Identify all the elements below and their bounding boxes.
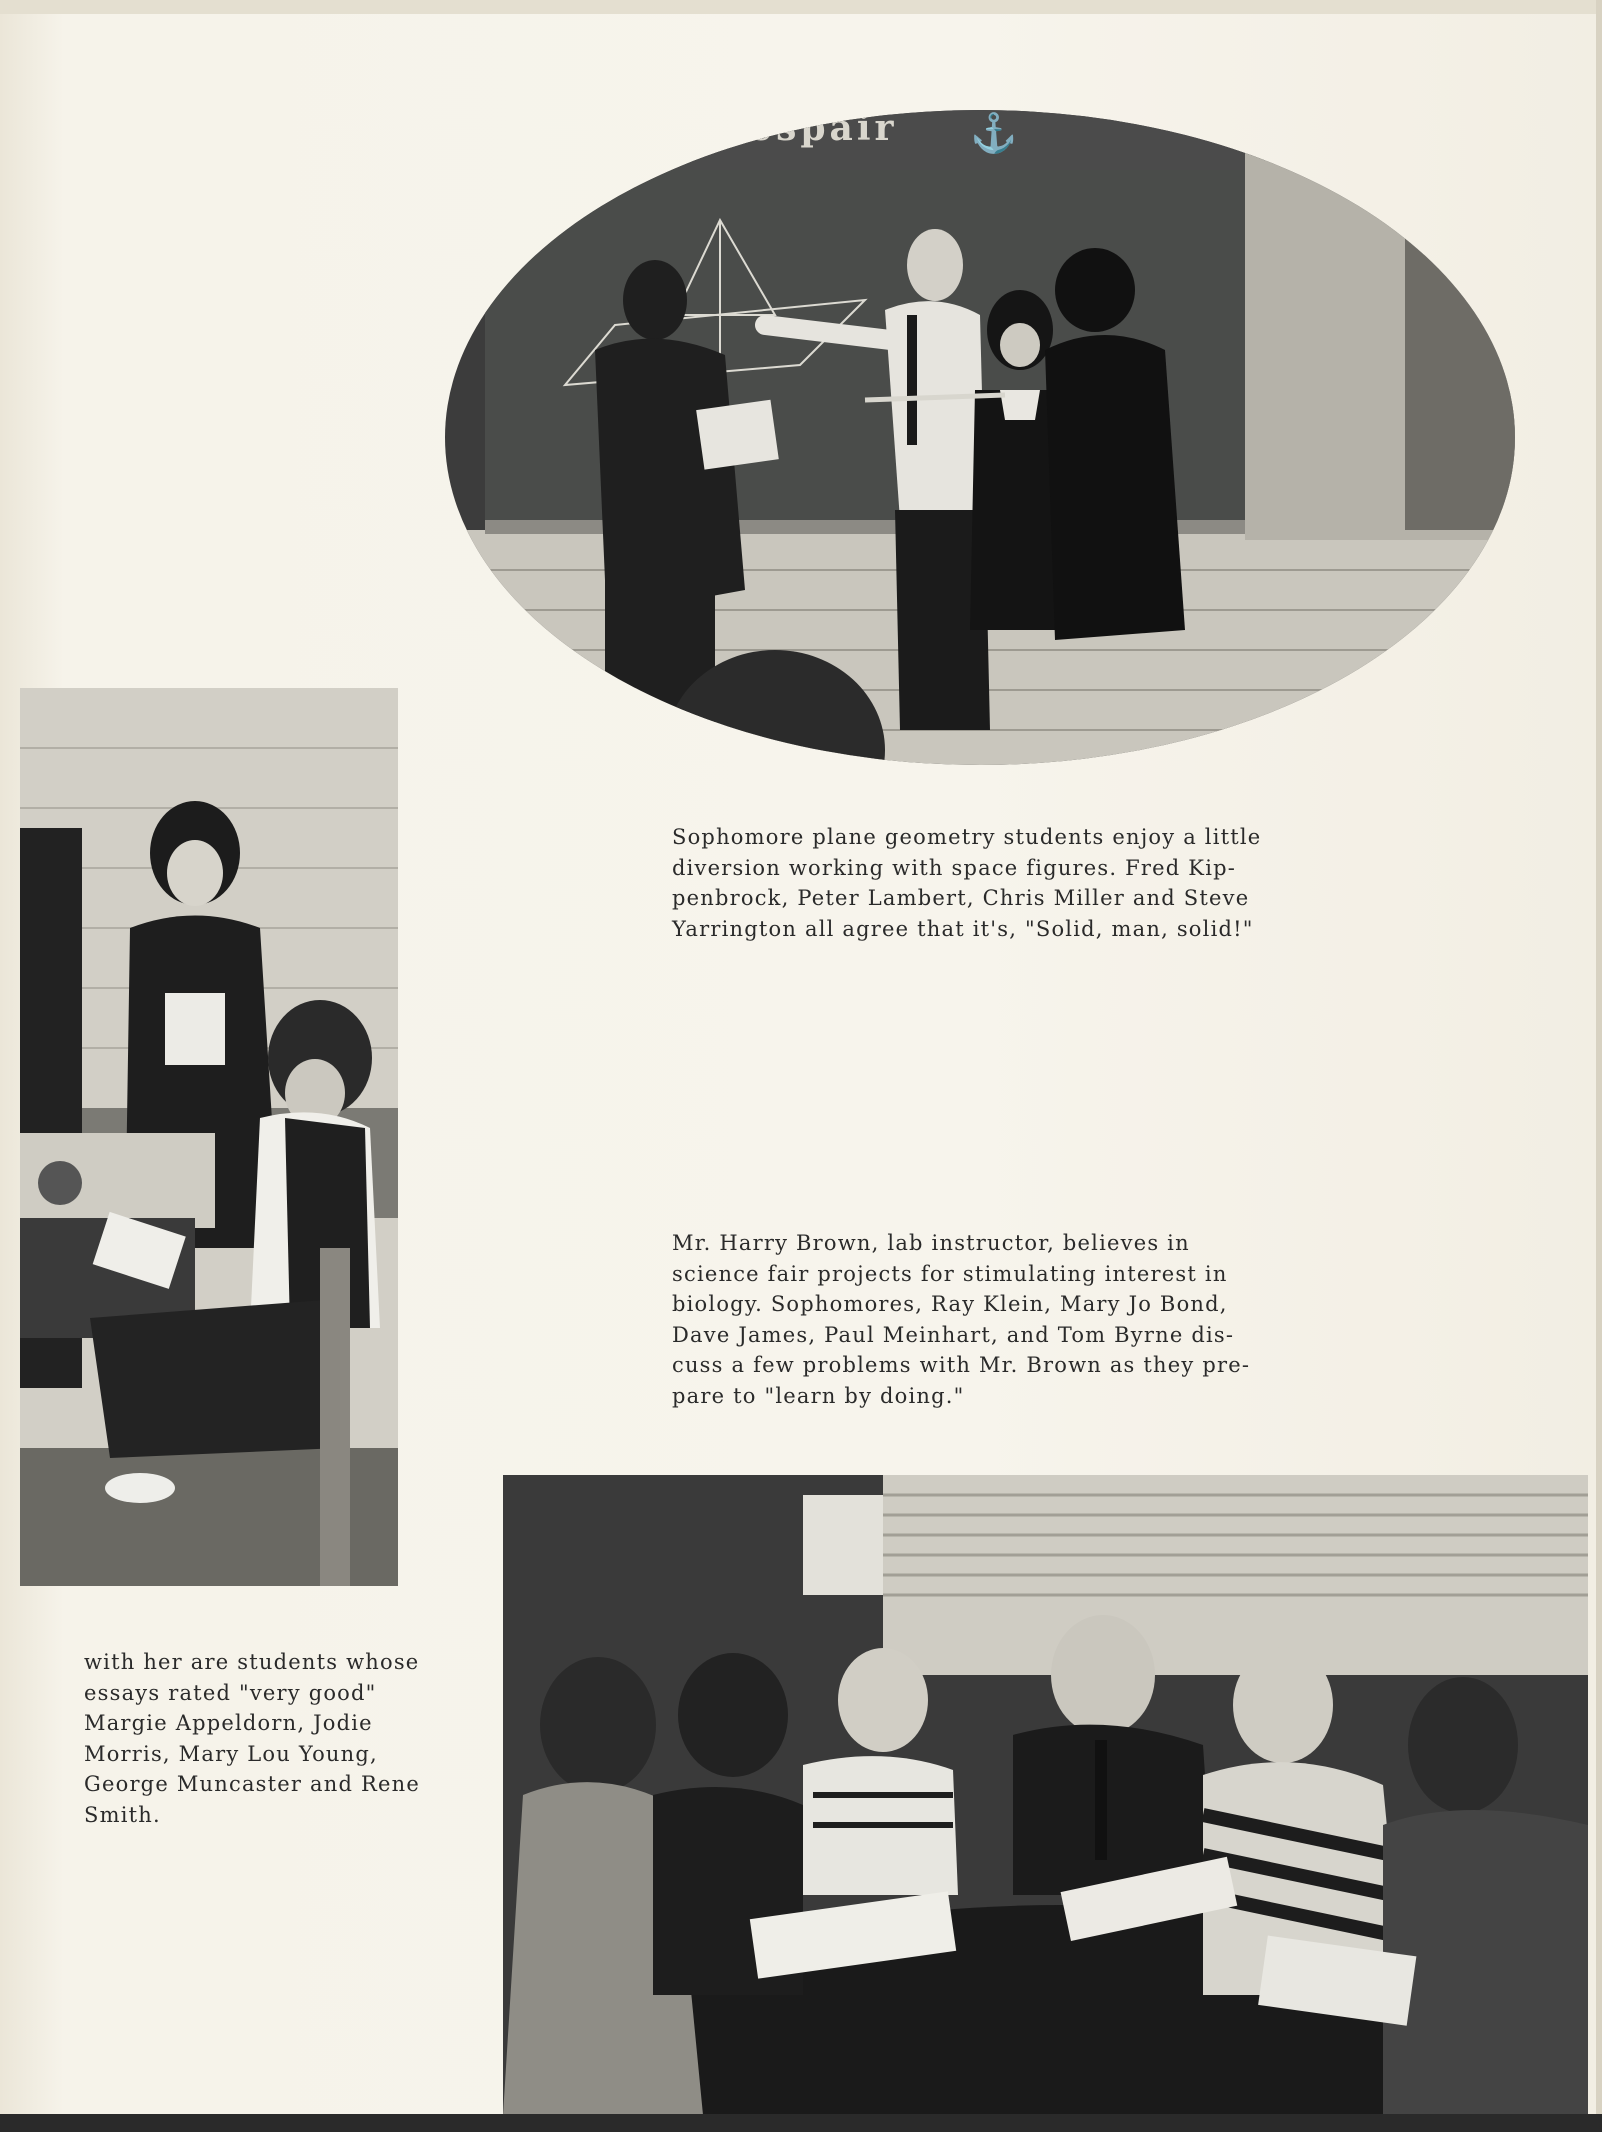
caption-line: Yarrington all agree that it's, "Solid, man, solid!" <box>672 916 1254 941</box>
caption-line: essays rated "very good" <box>84 1680 377 1705</box>
caption-line: with her are students whose <box>84 1650 420 1674</box>
caption-line: Smith. <box>84 1802 161 1827</box>
essays-caption <box>84 1647 494 1830</box>
page-top-edge <box>0 0 1602 14</box>
caption-line: Margie Appeldorn, Jodie <box>84 1711 373 1735</box>
caption-line: diversion working with space figures. Fred Kip- <box>672 855 1237 880</box>
biology-caption <box>672 1228 1372 1411</box>
biology-group-photo-image <box>503 1475 1588 2115</box>
page-right-edge <box>1596 0 1602 2132</box>
language-lab-photo-image <box>20 688 398 1586</box>
caption-line: Sophomore plane geometry students enjoy a little <box>672 825 1262 849</box>
language-lab-photo <box>20 688 398 1586</box>
caption-line: biology. Sophomores, Ray Klein, Mary Jo Bond, <box>672 1292 1228 1316</box>
caption-line: Morris, Mary Lou Young, <box>84 1741 378 1766</box>
geometry-caption <box>672 822 1372 944</box>
board-sign-text: despair <box>720 110 898 149</box>
biology-group-photo <box>503 1475 1588 2115</box>
caption-line: cuss a few problems with Mr. Brown as they pre- <box>672 1353 1251 1377</box>
caption-line: George Muncaster and Rene <box>84 1772 420 1796</box>
geometry-class-photo-image <box>445 110 1515 765</box>
caption-line: Dave James, Paul Meinhart, and Tom Byrne dis- <box>672 1322 1235 1347</box>
anchor-icon: ⚓ <box>970 111 1018 155</box>
caption-line: pare to "learn by doing." <box>672 1383 965 1408</box>
geometry-class-photo <box>445 110 1515 765</box>
caption-line: penbrock, Peter Lambert, Chris Miller and Steve <box>672 886 1250 910</box>
page-bottom-edge <box>0 2114 1602 2132</box>
caption-line: Mr. Harry Brown, lab instructor, believes in <box>672 1231 1190 1255</box>
caption-line: science fair projects for stimulating interest in <box>672 1261 1228 1286</box>
